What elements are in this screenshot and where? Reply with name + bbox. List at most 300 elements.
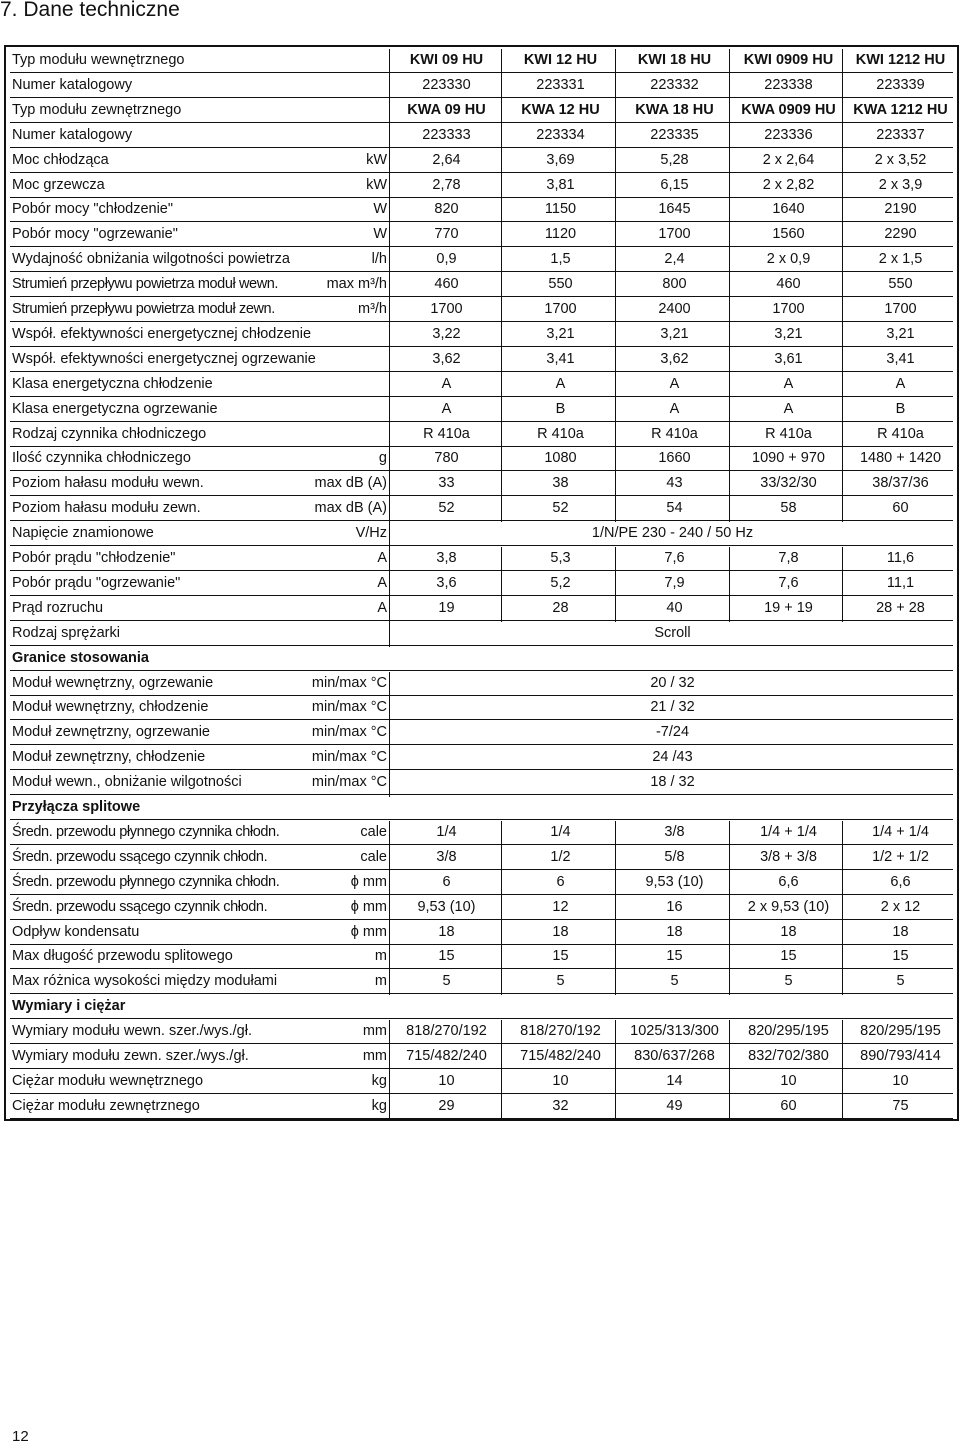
cell-value: 223336 <box>764 126 813 143</box>
row-unit: mm <box>362 1048 387 1064</box>
merged-cell-value: Scroll <box>654 624 691 641</box>
cell-value: 3,41 <box>546 350 575 367</box>
cell-value: 9,53 (10) <box>645 873 704 890</box>
row-unit: min/max °C <box>311 774 387 791</box>
cell-value: KWI 0909 HU <box>743 52 834 68</box>
table-row <box>12 1020 952 1043</box>
row-divider <box>10 794 953 795</box>
row-unit: kg <box>371 1072 387 1089</box>
table-row <box>12 298 952 321</box>
table-row <box>12 198 952 221</box>
table-row <box>12 1095 952 1118</box>
cell-value: 15 <box>666 948 683 965</box>
cell-value: 2 x 3,9 <box>878 176 923 193</box>
merged-cell-value: 18 / 32 <box>650 774 695 791</box>
cell-value: 5,3 <box>550 550 571 566</box>
cell-value: 58 <box>780 500 797 517</box>
cell-value: 1/2 + 1/2 <box>872 848 929 865</box>
cell-value: 60 <box>892 500 909 517</box>
cell-value: 9,53 (10) <box>417 898 476 915</box>
row-label: Ciężar modułu zewnętrznego <box>12 1097 200 1114</box>
cell-value: R 410a <box>423 425 470 442</box>
cell-value: 2,4 <box>664 251 685 268</box>
cell-value: 5 <box>442 973 451 990</box>
table-row <box>12 821 952 844</box>
row-divider <box>10 271 953 272</box>
cell-value: 1640 <box>772 201 805 218</box>
cell-value: 780 <box>434 450 459 467</box>
cell-value: 223330 <box>422 76 471 93</box>
cell-value: 3,69 <box>546 151 575 168</box>
table-row <box>12 871 952 894</box>
row-label: Średn. przewodu płynnego czynnika chłodn. <box>12 873 280 890</box>
merged-cell-value: 20 / 32 <box>650 674 695 691</box>
column-divider <box>729 1020 730 1120</box>
cell-value: 3/8 <box>436 848 457 865</box>
cell-value: 223339 <box>876 76 925 93</box>
cell-value: A <box>555 375 566 392</box>
row-unit: m³/h <box>358 301 387 317</box>
cell-value: 60 <box>780 1097 797 1114</box>
cell-value: R 410a <box>877 425 924 442</box>
cell-value: 5 <box>556 973 565 990</box>
cell-value: 2 x 1,5 <box>878 251 923 268</box>
table-row <box>12 423 952 446</box>
row-label: Współ. efektywności energetycznej chłodzenie <box>12 325 312 342</box>
table-row <box>12 472 952 495</box>
row-unit: min/max °C <box>311 699 387 716</box>
cell-value: KWI 1212 HU <box>855 52 946 68</box>
table-row <box>12 497 952 520</box>
table-row <box>12 796 952 819</box>
cell-value: 223331 <box>536 76 585 93</box>
merged-cell-value: 1/N/PE 230 - 240 / 50 Hz <box>591 525 754 542</box>
row-unit: ϕ mm <box>350 898 387 915</box>
cell-value: 800 <box>662 276 687 293</box>
cell-value: 3,62 <box>660 350 689 367</box>
cell-value: 10 <box>552 1072 569 1089</box>
cell-value: 6 <box>442 873 451 890</box>
column-divider <box>501 1020 502 1120</box>
page-number: 12 <box>12 1428 29 1445</box>
column-divider <box>729 49 730 522</box>
cell-value: 3,61 <box>774 350 803 367</box>
cell-value: R 410a <box>651 425 698 442</box>
cell-value: KWA 18 HU <box>635 101 714 118</box>
table-row <box>12 348 952 371</box>
column-divider <box>729 547 730 622</box>
cell-value: 1090 + 970 <box>752 450 825 467</box>
row-label: Strumień przepływu powietrza moduł zewn. <box>12 301 275 317</box>
cell-value: 15 <box>892 948 909 965</box>
table-row <box>12 547 952 570</box>
cell-value: 3,22 <box>432 325 461 342</box>
cell-value: 223338 <box>764 76 813 93</box>
cell-value: 54 <box>666 500 683 517</box>
row-divider <box>10 719 953 720</box>
table-row <box>12 1070 952 1093</box>
cell-value: 820/295/195 <box>860 1023 941 1040</box>
row-divider <box>10 968 953 969</box>
row-unit: W <box>373 226 387 243</box>
merged-cell-value: 21 / 32 <box>650 699 695 716</box>
cell-value: 2 x 3,52 <box>874 151 927 168</box>
row-label: Napięcie znamionowe <box>12 525 154 542</box>
table-row <box>12 223 952 246</box>
row-label: Klasa energetyczna ogrzewanie <box>12 400 218 417</box>
row-label: Ciężar modułu wewnętrznego <box>12 1072 204 1089</box>
table-row <box>12 49 952 72</box>
cell-value: 460 <box>434 276 459 293</box>
cell-value: 7,6 <box>778 574 799 591</box>
row-label: Rodzaj czynnika chłodniczego <box>12 425 207 442</box>
table-row <box>12 945 952 968</box>
cell-value: 820 <box>434 201 459 218</box>
cell-value: 1700 <box>430 301 463 317</box>
cell-value: 830/637/268 <box>634 1048 715 1064</box>
row-unit: min/max °C <box>311 749 387 766</box>
row-unit: max dB (A) <box>314 475 387 492</box>
cell-value: B <box>555 400 566 417</box>
cell-value: 12 <box>552 898 569 915</box>
cell-value: A <box>669 375 680 392</box>
row-label: Wymiary modułu zewn. szer./wys./gł. <box>12 1048 249 1064</box>
cell-value: 5 <box>784 973 793 990</box>
row-label: Moduł zewnętrzny, chłodzenie <box>12 749 206 766</box>
row-label: Prąd rozruchu <box>12 599 104 616</box>
column-divider <box>501 821 502 995</box>
row-label: Moduł wewnętrzny, chłodzenie <box>12 699 209 716</box>
column-divider <box>842 1020 843 1120</box>
cell-value: 32 <box>552 1097 569 1114</box>
table-row <box>12 522 952 545</box>
row-label: Pobór mocy "ogrzewanie" <box>12 226 178 243</box>
cell-value: KWA 09 HU <box>407 101 486 118</box>
merged-cell-value: -7/24 <box>655 724 690 741</box>
cell-value: 550 <box>548 276 573 293</box>
cell-value: 19 <box>438 599 455 616</box>
cell-value: 2400 <box>658 301 691 317</box>
row-divider <box>10 570 953 571</box>
cell-value: 6,15 <box>660 176 689 193</box>
table-row <box>12 970 952 993</box>
table-row <box>12 124 952 147</box>
cell-value: 10 <box>438 1072 455 1089</box>
cell-value: 3/8 + 3/8 <box>760 848 817 865</box>
cell-value: 2 x 2,82 <box>762 176 815 193</box>
row-divider <box>10 545 953 546</box>
row-label: Pobór prądu "ogrzewanie" <box>12 574 181 591</box>
row-unit: A <box>377 550 387 566</box>
table-row <box>12 174 952 197</box>
cell-value: 3,21 <box>660 325 689 342</box>
cell-value: 223332 <box>650 76 699 93</box>
cell-value: 1,5 <box>550 251 571 268</box>
section-heading: Wymiary i ciężar <box>12 998 126 1015</box>
cell-value: 1700 <box>658 226 691 243</box>
row-unit: cale <box>360 823 387 840</box>
column-divider <box>501 49 502 522</box>
cell-value: KWI 12 HU <box>523 52 598 68</box>
table-row <box>12 995 952 1018</box>
cell-value: 2 x 2,64 <box>762 151 815 168</box>
row-divider <box>10 72 953 73</box>
row-unit: l/h <box>371 251 387 268</box>
row-unit: ϕ mm <box>350 873 387 890</box>
cell-value: 19 + 19 <box>764 599 813 616</box>
cell-value: 1150 <box>544 201 577 218</box>
row-label: Strumień przepływu powietrza moduł wewn. <box>12 276 279 293</box>
cell-value: 715/482/240 <box>520 1048 601 1064</box>
cell-value: 49 <box>666 1097 683 1114</box>
cell-value: 2,78 <box>432 176 461 193</box>
section-heading: Przyłącza splitowe <box>12 799 141 815</box>
row-label: Max długość przewodu splitowego <box>12 948 233 965</box>
cell-value: 43 <box>666 475 683 492</box>
cell-value: 890/793/414 <box>860 1048 941 1064</box>
cell-value: 3,62 <box>432 350 461 367</box>
table-row <box>12 597 952 620</box>
cell-value: 1080 <box>544 450 577 467</box>
row-unit: kg <box>371 1097 387 1114</box>
cell-value: 33/32/30 <box>760 475 817 492</box>
row-label: Poziom hałasu modułu zewn. <box>12 500 201 517</box>
row-label: Wymiary modułu wewn. szer./wys./gł. <box>12 1023 252 1040</box>
table-row <box>12 846 952 869</box>
row-divider <box>10 769 953 770</box>
row-label: Moc chłodząca <box>12 151 109 168</box>
cell-value: 1120 <box>544 226 577 243</box>
column-divider <box>842 821 843 995</box>
cell-value: 0,9 <box>436 251 457 268</box>
column-divider <box>501 547 502 622</box>
row-divider <box>10 321 953 322</box>
cell-value: B <box>895 400 906 417</box>
cell-value: 10 <box>780 1072 797 1089</box>
row-unit: min/max °C <box>311 724 387 741</box>
cell-value: 3,6 <box>436 574 457 591</box>
cell-value: 223335 <box>650 126 699 143</box>
cell-value: 52 <box>552 500 569 517</box>
row-divider <box>10 1043 953 1044</box>
row-divider <box>10 470 953 471</box>
cell-value: A <box>895 375 906 392</box>
cell-value: 3,21 <box>546 325 575 342</box>
cell-value: A <box>441 400 452 417</box>
cell-value: A <box>783 400 794 417</box>
cell-value: KWI 18 HU <box>637 52 712 68</box>
row-divider <box>10 246 953 247</box>
cell-value: 2290 <box>884 226 917 243</box>
row-divider <box>10 1018 953 1019</box>
cell-value: 715/482/240 <box>406 1048 487 1064</box>
section-heading: Granice stosowania <box>12 649 149 666</box>
row-label: Średn. przewodu płynnego czynnika chłodn. <box>12 823 280 840</box>
cell-value: 1560 <box>772 226 805 243</box>
row-unit: A <box>377 574 387 591</box>
cell-value: 6,6 <box>890 873 911 890</box>
table-row <box>12 746 952 769</box>
cell-value: 40 <box>666 599 683 616</box>
row-unit: W <box>373 201 387 218</box>
table-row <box>12 273 952 296</box>
cell-value: 1/4 + 1/4 <box>760 823 817 840</box>
table-row <box>12 99 952 122</box>
cell-value: 820/295/195 <box>748 1023 829 1040</box>
cell-value: R 410a <box>765 425 812 442</box>
cell-value: 1700 <box>544 301 577 317</box>
table-row <box>12 672 952 695</box>
row-divider <box>10 296 953 297</box>
table-row <box>12 622 952 645</box>
cell-value: 6 <box>556 873 565 890</box>
cell-value: 3/8 <box>664 823 685 840</box>
cell-value: 7,9 <box>664 574 685 591</box>
cell-value: 3,41 <box>886 350 915 367</box>
row-divider <box>10 1118 953 1119</box>
cell-value: 5 <box>670 973 679 990</box>
row-divider <box>10 993 953 994</box>
table-row <box>12 921 952 944</box>
row-unit: ϕ mm <box>350 923 387 940</box>
row-unit: mm <box>362 1023 387 1040</box>
table-row <box>12 248 952 271</box>
table-row <box>12 398 952 421</box>
row-label: Wydajność obniżania wilgotności powietrza <box>12 251 290 268</box>
row-label: Ilość czynnika chłodniczego <box>12 450 191 467</box>
cell-value: 223337 <box>876 126 925 143</box>
cell-value: 14 <box>666 1072 683 1089</box>
cell-value: 2 x 9,53 (10) <box>747 898 830 915</box>
column-divider <box>389 672 390 797</box>
cell-value: 1025/313/300 <box>630 1023 719 1040</box>
row-divider <box>10 495 953 496</box>
row-label: Max różnica wysokości między modułami <box>12 973 278 990</box>
column-divider <box>615 547 616 622</box>
row-label: Średn. przewodu ssącego czynnik chłodn. <box>12 848 268 865</box>
cell-value: 75 <box>892 1097 909 1114</box>
cell-value: 2 x 12 <box>880 898 921 915</box>
cell-value: 33 <box>438 475 455 492</box>
row-unit: kW <box>366 151 387 168</box>
cell-value: 15 <box>780 948 797 965</box>
cell-value: R 410a <box>537 425 584 442</box>
cell-value: KWA 0909 HU <box>741 101 836 118</box>
row-label: Numer katalogowy <box>12 76 133 93</box>
cell-value: 1480 + 1420 <box>859 450 942 467</box>
cell-value: 1/4 <box>436 823 457 840</box>
cell-value: 832/702/380 <box>748 1048 829 1064</box>
row-divider <box>10 744 953 745</box>
row-label: Poziom hałasu modułu wewn. <box>12 475 204 492</box>
cell-value: 818/270/192 <box>520 1023 601 1040</box>
cell-value: 18 <box>666 923 683 940</box>
cell-value: 5,28 <box>660 151 689 168</box>
cell-value: 6,6 <box>778 873 799 890</box>
row-label: Współ. efektywności energetycznej ogrzewanie <box>12 350 316 367</box>
column-divider <box>729 821 730 995</box>
table-row <box>12 572 952 595</box>
row-unit: m <box>374 973 387 990</box>
row-divider <box>10 520 953 521</box>
table-row <box>12 323 952 346</box>
table-row <box>12 896 952 919</box>
cell-value: 3,21 <box>886 325 915 342</box>
cell-value: 1/4 + 1/4 <box>872 823 929 840</box>
row-unit: min/max °C <box>311 674 387 691</box>
column-divider <box>615 1020 616 1120</box>
merged-cell-value: 24 /43 <box>652 749 693 766</box>
table-row <box>12 373 952 396</box>
cell-value: 11,1 <box>886 574 915 591</box>
row-label: Typ modułu wewnętrznego <box>12 52 185 68</box>
cell-value: 5/8 <box>664 848 685 865</box>
cell-value: 460 <box>776 276 801 293</box>
cell-value: 3,21 <box>774 325 803 342</box>
cell-value: 1700 <box>884 301 917 317</box>
table-row <box>12 149 952 172</box>
column-divider <box>842 49 843 522</box>
row-label: Klasa energetyczna chłodzenie <box>12 375 213 392</box>
cell-value: 2,64 <box>432 151 461 168</box>
row-label: Średn. przewodu ssącego czynnik chłodn. <box>12 898 268 915</box>
cell-value: 28 + 28 <box>876 599 925 616</box>
cell-value: A <box>441 375 452 392</box>
cell-value: 7,6 <box>664 550 685 566</box>
cell-value: 1700 <box>772 301 805 317</box>
row-label: Pobór prądu "chłodzenie" <box>12 550 176 566</box>
cell-value: A <box>669 400 680 417</box>
row-label: Moduł wewn., obniżanie wilgotności <box>12 774 242 791</box>
cell-value: 550 <box>888 276 913 293</box>
table-row <box>12 647 952 670</box>
row-unit: g <box>378 450 387 467</box>
row-divider <box>10 221 953 222</box>
table-row <box>12 771 952 794</box>
cell-value: KWI 09 HU <box>409 52 484 68</box>
cell-value: 18 <box>438 923 455 940</box>
cell-value: A <box>783 375 794 392</box>
table-row <box>12 447 952 470</box>
row-label: Moc grzewcza <box>12 176 105 193</box>
cell-value: 3,81 <box>546 176 575 193</box>
row-label: Rodzaj sprężarki <box>12 624 120 641</box>
row-unit: m <box>374 948 387 965</box>
row-unit: kW <box>366 176 387 193</box>
cell-value: 38/37/36 <box>872 475 929 492</box>
cell-value: 1/4 <box>550 823 571 840</box>
cell-value: 5 <box>896 973 905 990</box>
cell-value: 1660 <box>658 450 691 467</box>
row-label: Moduł wewnętrzny, ogrzewanie <box>12 674 214 691</box>
cell-value: 3,8 <box>436 550 457 566</box>
row-divider <box>10 819 953 820</box>
table-row <box>12 696 952 719</box>
cell-value: KWA 12 HU <box>521 101 600 118</box>
column-divider <box>842 547 843 622</box>
row-label: Numer katalogowy <box>12 126 133 143</box>
table-row <box>12 74 952 97</box>
cell-value: 10 <box>892 1072 909 1089</box>
cell-value: 28 <box>552 599 569 616</box>
row-unit: V/Hz <box>355 525 387 542</box>
row-label: Moduł zewnętrzny, ogrzewanie <box>12 724 210 741</box>
row-unit: A <box>377 599 387 616</box>
cell-value: 18 <box>552 923 569 940</box>
cell-value: 15 <box>552 948 569 965</box>
cell-value: 7,8 <box>778 550 799 566</box>
cell-value: 770 <box>434 226 459 243</box>
